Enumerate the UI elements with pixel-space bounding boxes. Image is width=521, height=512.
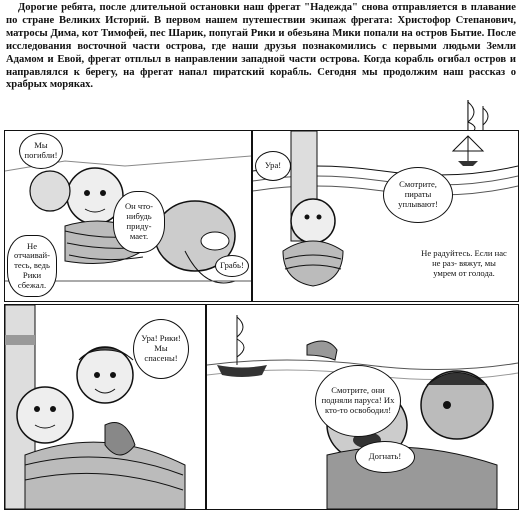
speech-bubble: Ура! — [255, 151, 291, 181]
comic-panel-3 — [4, 304, 206, 510]
speech-bubble: Ура! Рики! Мы спасены! — [133, 319, 189, 379]
speech-bubble: Мы погибли! — [19, 133, 63, 169]
comic-panel-2 — [252, 130, 519, 302]
speech-bubble: Смотрите, пираты уплывают! — [383, 167, 453, 223]
speech-text: Не радуйтесь. Если нас не раз- вяжут, мы умрем от голода. — [421, 248, 507, 278]
intro-paragraph: Дорогие ребята, после длительной остановки наш фрегат "Надежда" снова отправляется в плавание по стране Великих Историй. В первом нашем путешествии экипаж фрегата: Христофор Степанович, матросы Дима, кот Тимофей, пес Шарик, попугай Рики и обезьяна Мики попали на остров Бытие. После исследования восточной части острова, где наши друзья познакомились с первыми людьми Земли Адамом и Евой, фрегат отплыл в направлении западной части острова. Когда корабль огибал остров и направлялся к берегу, на фрегат напал пиратский корабль. Сегодня мы продолжим наш рассказ о храбрых моряках. — [6, 2, 516, 91]
speech-bubble: Грабь! — [215, 255, 249, 277]
speech-bubble: Догнать! — [355, 441, 415, 473]
intro-text — [6, 2, 516, 92]
comic-panel-4 — [206, 304, 519, 510]
speech-bubble: Он что- нибудь приду- мает. — [113, 191, 165, 253]
speech-bubble: Смотрите, они подняли паруса! Их кто-то освободил! — [315, 365, 401, 437]
comic-panel-1 — [4, 130, 252, 302]
speech-bubble: Не отчаивай- тесь, ведь Рики сбежал. — [7, 235, 57, 297]
